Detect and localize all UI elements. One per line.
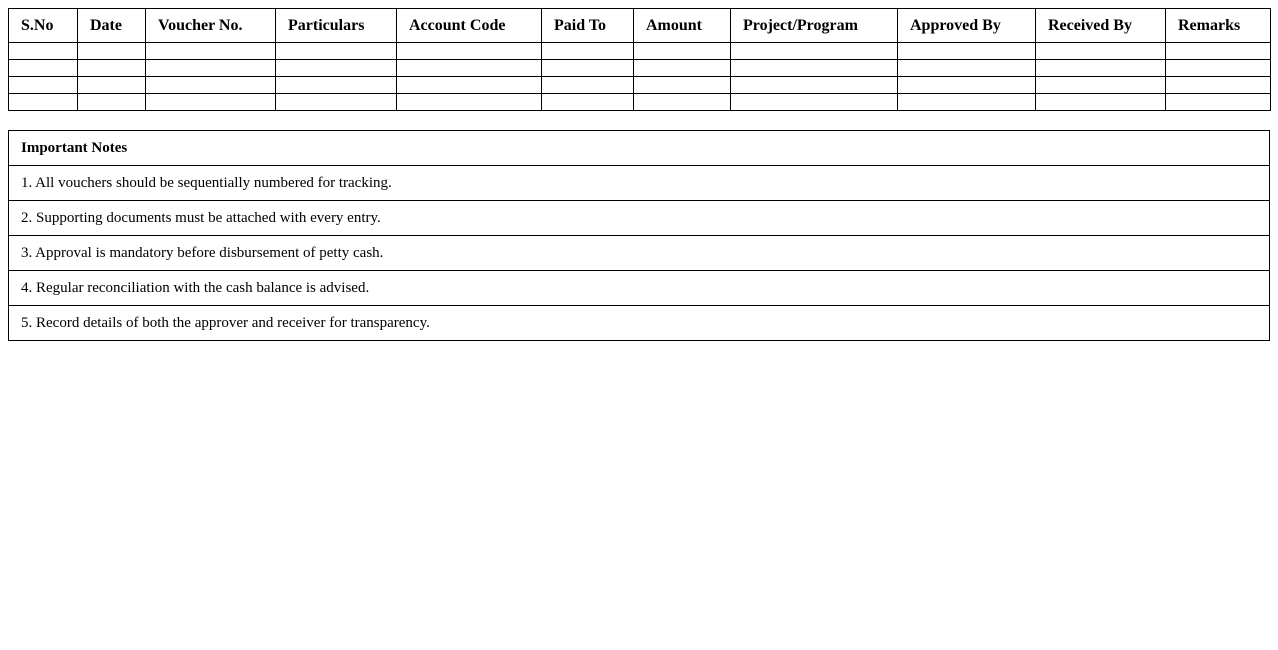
voucher-entry-row — [9, 43, 1271, 60]
note-row — [9, 236, 1270, 271]
header-paid-to: Paid To — [542, 9, 634, 43]
voucher-entry-cell[interactable] — [542, 77, 634, 94]
voucher-entry-cell[interactable] — [898, 94, 1036, 111]
note-row — [9, 271, 1270, 306]
voucher-entry-cell[interactable] — [634, 94, 731, 111]
voucher-entry-cell[interactable] — [397, 77, 542, 94]
voucher-entry-cell[interactable] — [9, 94, 78, 111]
voucher-entry-cell[interactable] — [146, 94, 276, 111]
voucher-entry-cell[interactable] — [731, 94, 898, 111]
note-row — [9, 166, 1270, 201]
voucher-entry-cell[interactable] — [634, 60, 731, 77]
voucher-entry-cell[interactable] — [9, 60, 78, 77]
voucher-entry-cell[interactable] — [1036, 94, 1166, 111]
voucher-entry-row — [9, 77, 1271, 94]
voucher-entry-cell[interactable] — [276, 77, 397, 94]
voucher-entry-cell[interactable] — [78, 60, 146, 77]
notes-header-row — [9, 131, 1270, 166]
voucher-entry-cell[interactable] — [397, 60, 542, 77]
voucher-entry-cell[interactable] — [78, 43, 146, 60]
voucher-entry-cell[interactable] — [9, 77, 78, 94]
note-item: 2. Supporting documents must be attached with every entry. — [9, 201, 1270, 236]
important-notes-table — [8, 130, 1270, 341]
header-account-code: Account Code — [397, 9, 542, 43]
note-item: 3. Approval is mandatory before disbursement of petty cash. — [9, 236, 1270, 271]
note-row — [9, 201, 1270, 236]
voucher-entry-cell[interactable] — [78, 94, 146, 111]
voucher-entry-cell[interactable] — [276, 60, 397, 77]
voucher-entry-cell[interactable] — [1166, 60, 1271, 77]
voucher-entry-cell[interactable] — [146, 43, 276, 60]
header-date: Date — [78, 9, 146, 43]
header-sno: S.No — [9, 9, 78, 43]
voucher-entry-cell[interactable] — [1036, 43, 1166, 60]
voucher-header-row — [9, 9, 1271, 43]
note-row — [9, 306, 1270, 341]
voucher-table — [8, 8, 1271, 111]
voucher-entry-cell[interactable] — [146, 60, 276, 77]
voucher-entry-cell[interactable] — [634, 43, 731, 60]
voucher-table-body — [9, 43, 1271, 111]
voucher-entry-cell[interactable] — [78, 77, 146, 94]
header-approved-by: Approved By — [898, 9, 1036, 43]
note-item: 5. Record details of both the approver and receiver for transparency. — [9, 306, 1270, 341]
header-particulars: Particulars — [276, 9, 397, 43]
voucher-entry-cell[interactable] — [276, 94, 397, 111]
voucher-entry-cell[interactable] — [898, 43, 1036, 60]
voucher-entry-row — [9, 94, 1271, 111]
voucher-entry-cell[interactable] — [731, 43, 898, 60]
notes-title: Important Notes — [9, 131, 1270, 166]
voucher-entry-cell[interactable] — [542, 43, 634, 60]
header-amount: Amount — [634, 9, 731, 43]
voucher-entry-cell[interactable] — [898, 77, 1036, 94]
voucher-entry-cell[interactable] — [542, 94, 634, 111]
voucher-entry-cell[interactable] — [397, 94, 542, 111]
voucher-entry-cell[interactable] — [731, 60, 898, 77]
voucher-entry-cell[interactable] — [1166, 77, 1271, 94]
voucher-entry-cell[interactable] — [146, 77, 276, 94]
header-remarks: Remarks — [1166, 9, 1271, 43]
header-project-program: Project/Program — [731, 9, 898, 43]
voucher-entry-cell[interactable] — [276, 43, 397, 60]
petty-cash-sheet — [8, 8, 1270, 341]
note-item: 4. Regular reconciliation with the cash balance is advised. — [9, 271, 1270, 306]
voucher-entry-cell[interactable] — [1036, 60, 1166, 77]
voucher-entry-row — [9, 60, 1271, 77]
voucher-entry-cell[interactable] — [898, 60, 1036, 77]
voucher-entry-cell[interactable] — [1166, 94, 1271, 111]
voucher-entry-cell[interactable] — [1036, 77, 1166, 94]
voucher-entry-cell[interactable] — [542, 60, 634, 77]
header-voucher-no: Voucher No. — [146, 9, 276, 43]
note-item: 1. All vouchers should be sequentially numbered for tracking. — [9, 166, 1270, 201]
header-received-by: Received By — [1036, 9, 1166, 43]
voucher-entry-cell[interactable] — [1166, 43, 1271, 60]
voucher-entry-cell[interactable] — [634, 77, 731, 94]
voucher-entry-cell[interactable] — [731, 77, 898, 94]
voucher-entry-cell[interactable] — [397, 43, 542, 60]
voucher-entry-cell[interactable] — [9, 43, 78, 60]
